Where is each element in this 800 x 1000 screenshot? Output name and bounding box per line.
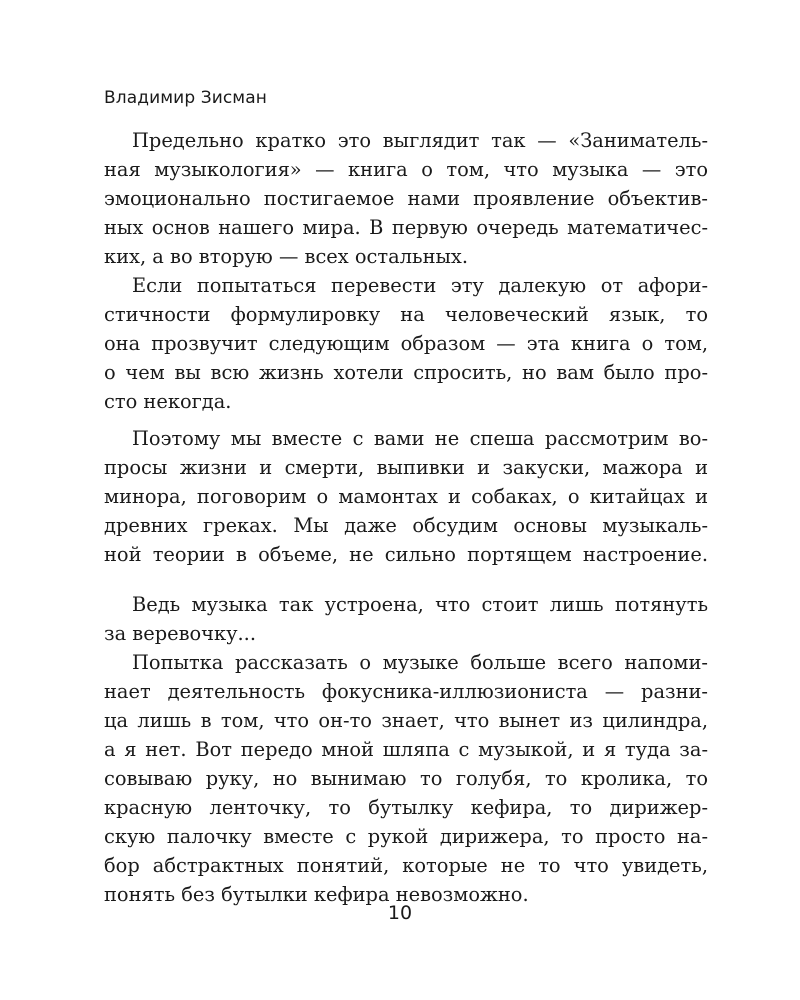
text-block-intro [104, 126, 708, 416]
paragraph-line: скую палочку вместе с рукой дирижера, то просто на- [104, 825, 708, 848]
paragraph-line: совываю руку, но вынимаю то голубя, то кролика, то [104, 767, 708, 790]
paragraph-line: ких, а во вторую — всех остальных. [104, 245, 469, 268]
paragraph-line: ца лишь в том, что он-то знает, что вынет из цилиндра, [104, 709, 708, 732]
text-block-magician [104, 590, 708, 909]
paragraph-line: Предельно кратко это выглядит так — «Заниматель- [132, 129, 708, 152]
paragraph-line: она прозвучит следующим образом — эта книга о том, [104, 332, 708, 355]
paragraph-line: древних греках. Мы даже обсудим основы музыкаль- [104, 514, 708, 537]
paragraph-line: ных основ нашего мира. В первую очередь математичес- [104, 216, 708, 239]
paragraph-line: Поэтому мы вместе с вами не спеша рассмотрим во- [132, 427, 708, 450]
paragraph-line: Ведь музыка так устроена, что стоит лишь потянуть [132, 593, 708, 616]
paragraph-line: ной теории в объеме, не сильно портящем настроение. [104, 543, 708, 566]
paragraph-line: нает деятельность фокусника-иллюзиониста — разни- [104, 680, 708, 703]
paragraph-line: эмоционально постигаемое нами проявление объектив- [104, 187, 708, 210]
paragraph-line: бор абстрактных понятий, которые не то что увидеть, [104, 854, 708, 877]
paragraph-line: минора, поговорим о мамонтах и собаках, о китайцах и [104, 485, 708, 508]
page-number: 10 [387, 902, 413, 924]
paragraph-line: о чем вы всю жизнь хотели спросить, но вам было про- [104, 361, 708, 384]
paragraph-line: стичности формулировку на человеческий язык, то [104, 303, 708, 326]
paragraph-line: ная музыкология» — книга о том, что музыка — это [104, 158, 708, 181]
paragraph-line: Если попытаться перевести эту далекую от афори- [132, 274, 708, 297]
running-head-author: Владимир Зисман [104, 88, 267, 108]
text-block-topics [104, 424, 708, 569]
paragraph-line: а я нет. Вот передо мной шляпа с музыкой, и я туда за- [104, 738, 708, 761]
paragraph-line: понять без бутылки кефира невозможно. [104, 883, 529, 906]
paragraph-line: Попытка рассказать о музыке больше всего напоми- [132, 651, 708, 674]
paragraph-line: за веревочку... [104, 622, 257, 645]
paragraph-line: красную ленточку, то бутылку кефира, то дирижер- [104, 796, 708, 819]
paragraph-line: просы жизни и смерти, выпивки и закуски, мажора и [104, 456, 708, 479]
paragraph-line: сто некогда. [104, 390, 232, 413]
